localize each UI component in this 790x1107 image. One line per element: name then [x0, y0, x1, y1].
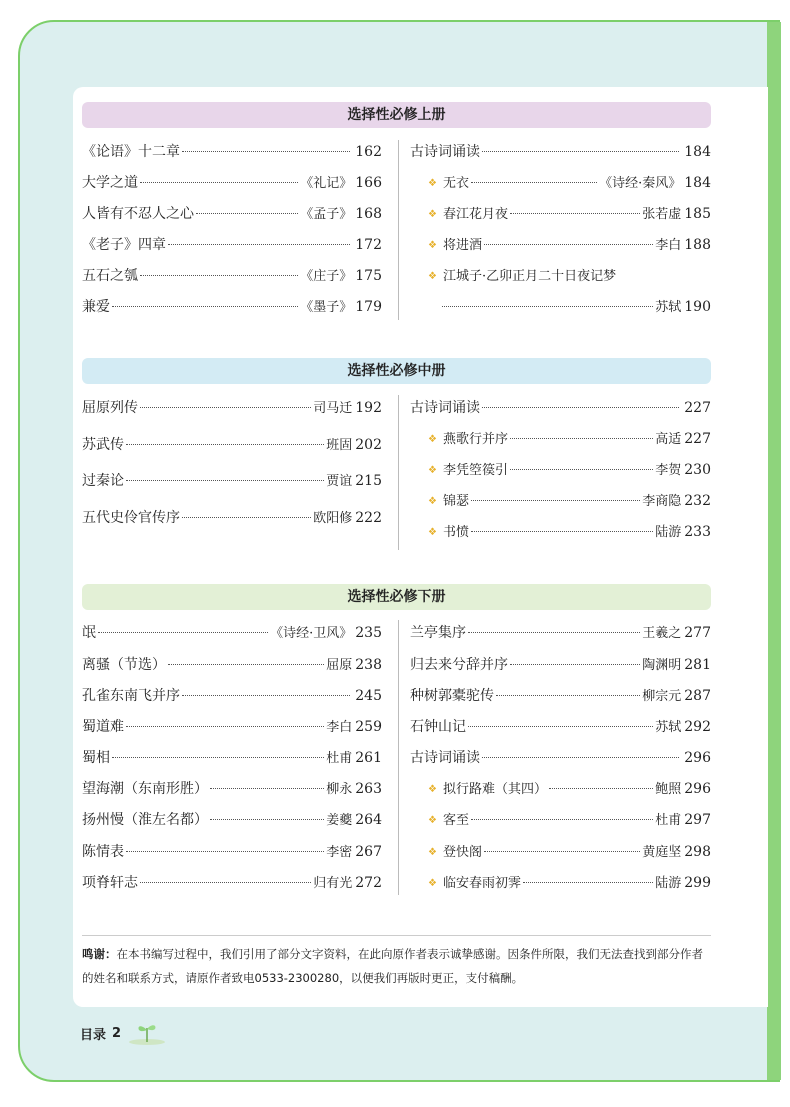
toc-entry[interactable]	[82, 809, 382, 829]
toc-entry[interactable]	[410, 716, 711, 736]
diamond-bullet-icon: ❖	[428, 878, 437, 889]
toc-entry[interactable]	[82, 141, 382, 161]
footer-page-number: 2	[112, 1025, 122, 1041]
entry-page-number: 277	[684, 625, 711, 641]
entry-author: 杜甫	[655, 813, 682, 828]
poem-entry[interactable]	[428, 428, 711, 447]
entry-title: 将进酒	[442, 238, 482, 253]
leader-dots	[126, 444, 324, 445]
entry-title: 兼爱	[82, 299, 110, 315]
entry-author: 班固	[326, 438, 353, 453]
acknowledgement	[82, 942, 712, 990]
entry-author: 归有光	[313, 876, 353, 891]
leader-dots	[510, 469, 653, 470]
entry-page-number: 184	[684, 144, 711, 160]
poem-entry[interactable]	[428, 490, 711, 509]
entry-title: 陈情表	[82, 844, 124, 860]
entry-title: 五代史伶官传序	[82, 510, 180, 526]
toc-entry[interactable]	[82, 203, 382, 223]
entry-title: 人皆有不忍人之心	[82, 206, 194, 222]
entry-title: 兰亭集序	[410, 625, 466, 641]
entry-page-number: 166	[355, 175, 382, 191]
toc-entry[interactable]	[82, 685, 382, 705]
entry-title: 五石之瓠	[82, 268, 138, 284]
leader-dots	[140, 882, 311, 883]
entry-author: 李商隐	[642, 494, 682, 509]
entry-page-number: 281	[684, 657, 711, 673]
entry-title: 江城子·乙卯正月二十日夜记梦	[442, 269, 617, 284]
poem-entry[interactable]	[428, 809, 711, 828]
poem-entry[interactable]	[428, 234, 711, 253]
entry-title: 古诗词诵读	[410, 400, 480, 416]
diamond-bullet-icon: ❖	[428, 465, 437, 476]
leader-dots	[210, 788, 324, 789]
entry-author: 陆游	[655, 525, 682, 540]
entry-title: 归去来兮辞并序	[410, 657, 508, 673]
entry-author: 苏轼	[655, 300, 682, 315]
leader-dots	[510, 664, 640, 665]
entry-title: 无衣	[442, 176, 469, 191]
column-divider	[398, 140, 399, 320]
page-footer	[80, 1020, 167, 1046]
entry-page-number: 175	[355, 268, 382, 284]
toc-entry[interactable]	[82, 296, 382, 316]
leader-dots	[112, 306, 298, 307]
entry-title: 《论语》十二章	[82, 144, 180, 160]
content-sheet	[73, 87, 768, 1007]
entry-page-number: 245	[355, 688, 382, 704]
entry-title: 石钟山记	[410, 719, 466, 735]
entry-title: 古诗词诵读	[410, 144, 480, 160]
leader-dots	[510, 213, 640, 214]
leader-dots	[523, 882, 653, 883]
entry-title: 屈原列传	[82, 400, 138, 416]
entry-page-number: 172	[355, 237, 382, 253]
acknowledgement-label: 鸣谢：	[82, 947, 117, 961]
entry-title: 燕歌行并序	[442, 432, 508, 447]
toc-entry[interactable]	[82, 507, 382, 527]
toc-entry[interactable]	[410, 397, 711, 417]
leader-dots	[471, 819, 653, 820]
entry-page-number: 162	[355, 144, 382, 160]
entry-author: 《孟子》	[300, 207, 353, 222]
diamond-bullet-icon: ❖	[428, 496, 437, 507]
entry-author: 贾谊	[326, 474, 353, 489]
entry-author: 《诗经·卫风》	[270, 626, 353, 641]
entry-title: 蜀相	[82, 750, 110, 766]
toc-entry[interactable]	[82, 716, 382, 736]
entry-page-number: 192	[355, 400, 382, 416]
entry-page-number: 179	[355, 299, 382, 315]
leader-dots	[210, 819, 324, 820]
entry-page-number: 296	[684, 750, 711, 766]
poem-entry[interactable]	[428, 778, 711, 797]
toc-entry[interactable]	[82, 265, 382, 285]
poem-entry[interactable]	[428, 172, 711, 191]
leader-dots	[482, 407, 679, 408]
entry-author: 张若虚	[642, 207, 682, 222]
entry-page-number: 297	[684, 812, 711, 828]
entry-author: 《庄子》	[300, 269, 353, 284]
poem-entry[interactable]	[428, 841, 711, 860]
entry-author: 《墨子》	[300, 300, 353, 315]
toc-entry[interactable]	[82, 397, 382, 417]
sprout-icon	[127, 1020, 167, 1046]
entry-author: 柳永	[326, 782, 353, 797]
section-header-middle: 选择性必修中册	[82, 358, 711, 384]
poem-entry-continuation[interactable]	[440, 296, 711, 315]
entry-author: 苏轼	[655, 720, 682, 735]
toc-entry[interactable]	[82, 654, 382, 674]
leader-dots	[182, 517, 311, 518]
entry-author: 司马迁	[313, 401, 353, 416]
leader-dots	[182, 151, 350, 152]
leader-dots	[168, 244, 350, 245]
entry-title: 书愤	[442, 525, 469, 540]
entry-title: 种树郭橐驼传	[410, 688, 494, 704]
entry-page-number: 188	[684, 237, 711, 253]
diamond-bullet-icon: ❖	[428, 240, 437, 251]
entry-page-number: 272	[355, 875, 382, 891]
leader-dots	[484, 244, 653, 245]
diamond-bullet-icon: ❖	[428, 178, 437, 189]
entry-page-number: 296	[684, 781, 711, 797]
entry-title: 锦瑟	[442, 494, 469, 509]
entry-title: 扬州慢（淮左名都）	[82, 812, 208, 828]
poem-entry[interactable]	[428, 203, 711, 222]
entry-author: 李白	[326, 720, 353, 735]
entry-title: 大学之道	[82, 175, 138, 191]
entry-page-number: 184	[684, 175, 711, 191]
entry-page-number: 190	[684, 299, 711, 315]
entry-title: 项脊轩志	[82, 875, 138, 891]
entry-title: 孔雀东南飞并序	[82, 688, 180, 704]
entry-title: 氓	[82, 625, 96, 641]
entry-page-number: 232	[684, 493, 711, 509]
leader-dots	[468, 632, 640, 633]
entry-title: 临安春雨初霁	[442, 876, 521, 891]
book-spine	[767, 22, 781, 1080]
column-divider	[398, 620, 399, 895]
toc-entry[interactable]	[82, 622, 382, 642]
entry-page-number: 287	[684, 688, 711, 704]
entry-author: 欧阳修	[313, 511, 353, 526]
leader-dots	[496, 695, 640, 696]
credit-divider	[82, 935, 711, 936]
leader-dots	[471, 500, 640, 501]
entry-author: 陆游	[655, 876, 682, 891]
leader-dots	[112, 757, 324, 758]
entry-page-number: 267	[355, 844, 382, 860]
toc-entry[interactable]	[82, 234, 382, 254]
entry-page-number: 233	[684, 524, 711, 540]
leader-dots	[482, 151, 679, 152]
entry-page-number: 298	[684, 844, 711, 860]
leader-dots	[140, 275, 298, 276]
leader-dots	[168, 664, 324, 665]
entry-page-number: 215	[355, 473, 382, 489]
diamond-bullet-icon: ❖	[428, 434, 437, 445]
toc-entry[interactable]	[410, 654, 711, 674]
entry-page-number: 264	[355, 812, 382, 828]
diamond-bullet-icon: ❖	[428, 209, 437, 220]
diamond-bullet-icon: ❖	[428, 815, 437, 826]
leader-dots	[468, 726, 653, 727]
entry-title: 离骚（节选）	[82, 657, 166, 673]
toc-entry[interactable]	[410, 622, 711, 642]
toc-entry[interactable]	[82, 841, 382, 861]
poem-entry[interactable]	[428, 521, 711, 540]
entry-title: 春江花月夜	[442, 207, 508, 222]
entry-page-number: 263	[355, 781, 382, 797]
leader-dots	[196, 213, 298, 214]
entry-author: 姜夔	[326, 813, 353, 828]
entry-author: 李密	[326, 845, 353, 860]
entry-author: 杜甫	[326, 751, 353, 766]
entry-page-number: 292	[684, 719, 711, 735]
entry-page-number: 235	[355, 625, 382, 641]
entry-page-number: 238	[355, 657, 382, 673]
entry-author: 《诗经·秦风》	[599, 176, 682, 191]
leader-dots	[442, 306, 653, 307]
toc-entry[interactable]	[82, 470, 382, 490]
diamond-bullet-icon: ❖	[428, 784, 437, 795]
poem-entry[interactable]	[428, 265, 711, 284]
entry-author: 陶渊明	[642, 658, 682, 673]
toc-entry[interactable]	[82, 172, 382, 192]
leader-dots	[484, 851, 640, 852]
entry-title: 拟行路难（其四）	[442, 782, 547, 797]
leader-dots	[182, 695, 350, 696]
diamond-bullet-icon: ❖	[428, 847, 437, 858]
entry-page-number: 230	[684, 462, 711, 478]
leader-dots	[126, 726, 324, 727]
entry-author: 王羲之	[642, 626, 682, 641]
toc-entry[interactable]	[82, 872, 382, 892]
diamond-bullet-icon: ❖	[428, 527, 437, 538]
leader-dots	[126, 480, 324, 481]
entry-title: 蜀道难	[82, 719, 124, 735]
entry-title: 过秦论	[82, 473, 124, 489]
toc-entry[interactable]	[82, 778, 382, 798]
entry-author: 李贺	[655, 463, 682, 478]
entry-page-number: 227	[684, 431, 711, 447]
entry-title: 苏武传	[82, 437, 124, 453]
acknowledgement-text: 在本书编写过程中，我们引用了部分文字资料，在此向原作者表示诚挚感谢。因条件所限，我们无法查找到部分作者的姓名和联系方式，请原作者致电0533-2300280，以便我们再版时更正，支付稿酬。	[82, 947, 703, 985]
leader-dots	[471, 182, 597, 183]
entry-author: 柳宗元	[642, 689, 682, 704]
entry-title: 登快阁	[442, 845, 482, 860]
leader-dots	[140, 182, 298, 183]
footer-label: 目录	[80, 1027, 107, 1043]
column-divider	[398, 395, 399, 550]
section-header-lower: 选择性必修下册	[82, 584, 711, 610]
leader-dots	[482, 757, 679, 758]
entry-title: 望海潮（东南形胜）	[82, 781, 208, 797]
poem-entry[interactable]	[428, 872, 711, 891]
entry-author: 屈原	[326, 658, 353, 673]
entry-title: 客至	[442, 813, 469, 828]
diamond-bullet-icon: ❖	[428, 271, 437, 282]
entry-author: 鲍照	[655, 782, 682, 797]
leader-dots	[471, 531, 653, 532]
leader-dots	[510, 438, 653, 439]
toc-entry[interactable]	[410, 685, 711, 705]
toc-entry[interactable]	[82, 434, 382, 454]
poem-entry[interactable]	[428, 459, 711, 478]
toc-entry[interactable]	[82, 747, 382, 767]
entry-author: 黄庭坚	[642, 845, 682, 860]
entry-page-number: 227	[684, 400, 711, 416]
entry-title: 古诗词诵读	[410, 750, 480, 766]
entry-author: 李白	[655, 238, 682, 253]
leader-dots	[140, 407, 311, 408]
toc-entry[interactable]	[410, 141, 711, 161]
entry-page-number: 185	[684, 206, 711, 222]
entry-author: 《礼记》	[300, 176, 353, 191]
entry-page-number: 299	[684, 875, 711, 891]
entry-page-number: 261	[355, 750, 382, 766]
entry-title: 李凭箜篌引	[442, 463, 508, 478]
section-header-upper: 选择性必修上册	[82, 102, 711, 128]
entry-author: 高适	[655, 432, 682, 447]
entry-page-number: 259	[355, 719, 382, 735]
entry-page-number: 202	[355, 437, 382, 453]
leader-dots	[549, 788, 653, 789]
entry-page-number: 168	[355, 206, 382, 222]
toc-entry[interactable]	[410, 747, 711, 767]
leader-dots	[98, 632, 268, 633]
entry-page-number: 222	[355, 510, 382, 526]
leader-dots	[126, 851, 324, 852]
entry-title: 《老子》四章	[82, 237, 166, 253]
